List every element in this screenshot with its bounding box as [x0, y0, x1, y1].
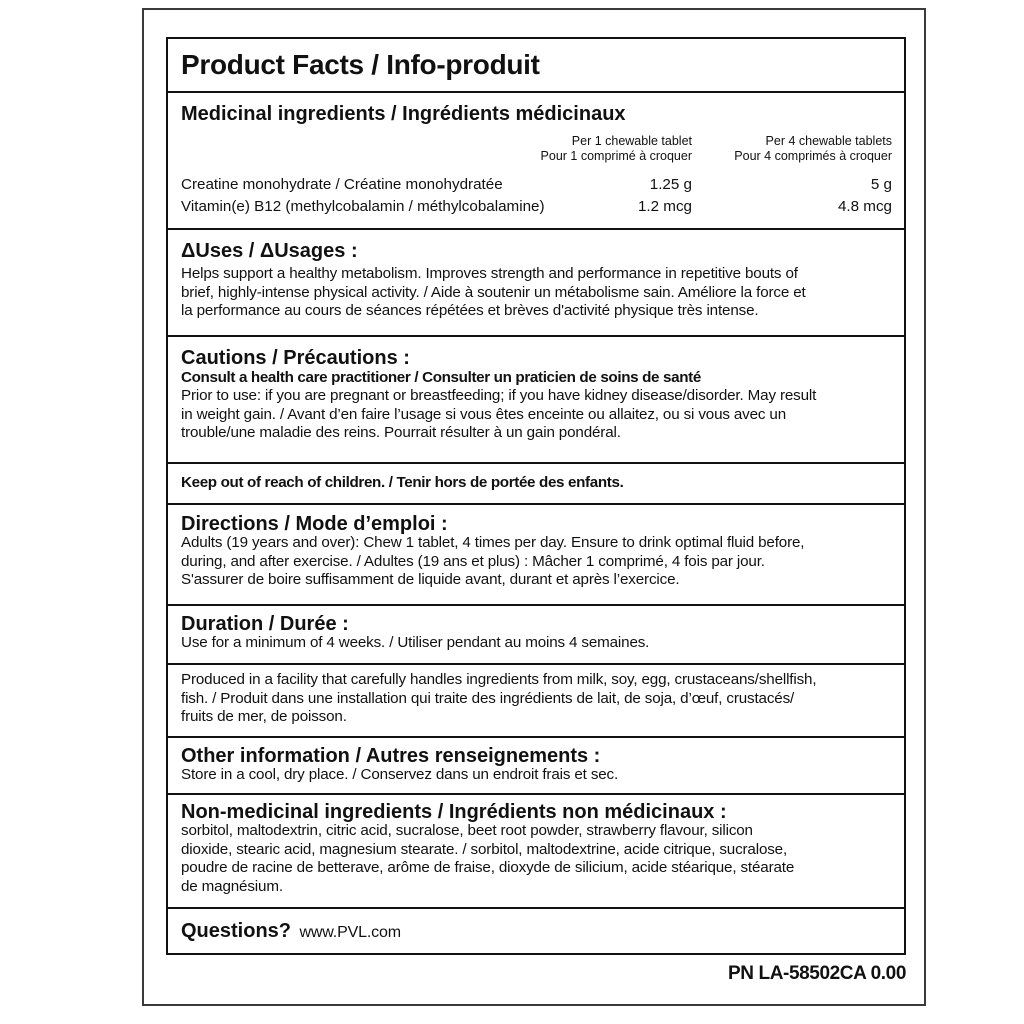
questions-url[interactable]: www.PVL.com [299, 924, 401, 941]
uses-section [168, 228, 904, 335]
directions-heading: Directions / Mode d’emploi : [181, 513, 448, 535]
text-line: Helps support a healthy metabolism. Improves strength and performance in repetitive bouts of [181, 265, 798, 282]
col-per4-fr: Pour 4 comprimés à croquer [734, 149, 892, 163]
duration-heading: Duration / Durée : [181, 613, 349, 635]
text-line: fish. / Produit dans une installation qui traite des ingrédients de lait, de soja, d’œuf, crustacés/ [181, 689, 795, 707]
text-line: dioxide, stearic acid, magnesium stearate. / sorbitol, maltodextrine, acide citrique, sucralose, [181, 840, 788, 858]
non-medicinal-text [181, 822, 794, 896]
ingredient-name: Vitamin(e) B12 (methylcobalamin / méthylcobalamine) [181, 198, 545, 215]
questions-section [168, 907, 904, 955]
allergen-text [181, 671, 816, 727]
text-line: during, and after exercise. / Adultes (19 ans et plus) : Mâcher 1 comprimé, 4 fois par jour. [181, 552, 765, 570]
page-title: Product Facts / Info-produit [181, 49, 540, 80]
text-line: S'assurer de boire suffisamment de liquide avant, durant et après l’exercice. [181, 571, 680, 588]
directions-section [168, 503, 904, 604]
product-facts-panel [166, 37, 906, 955]
allergen-section [168, 663, 904, 736]
text-line: de magnésium. [181, 877, 283, 895]
duration-text: Use for a minimum of 4 weeks. / Utiliser pendant au moins 4 semaines. [181, 634, 650, 651]
uses-text [181, 265, 806, 321]
cautions-text [181, 387, 816, 443]
text-line: trouble/une maladie des reins. Pourrait résulter à un gain pondéral. [181, 424, 621, 441]
uses-heading: ΔUses / ΔUsages : [181, 240, 358, 262]
other-info-heading: Other information / Autres renseignements : [181, 745, 601, 767]
text-line: Produced in a facility that carefully handles ingredients from milk, soy, egg, crustaceans/shellfish, [181, 671, 817, 688]
cautions-subheading: Consult a health care practitioner / Consulter un praticien de soins de santé [181, 369, 701, 386]
non-medicinal-section [168, 793, 904, 907]
non-medicinal-heading: Non-medicinal ingredients / Ingrédients non médicinaux : [181, 801, 727, 823]
ingredient-per4: 4.8 mcg [837, 198, 892, 215]
keep-out-warning: Keep out of reach of children. / Tenir hors de portée des enfants. [181, 474, 624, 491]
questions-label: Questions? [181, 920, 292, 942]
text-line: Prior to use: if you are pregnant or breastfeeding; if you have kidney disease/disorder. May result [181, 387, 817, 404]
questions-line [181, 920, 401, 943]
ingredient-per4: 5 g [870, 176, 892, 193]
keep-out-section [168, 462, 904, 503]
ingredient-per1: 1.25 g [649, 176, 692, 193]
other-info-section [168, 736, 904, 793]
text-line: Adults (19 years and over): Chew 1 tablet, 4 times per day. Ensure to drink optimal fluid before, [181, 534, 805, 551]
col-per1-header [541, 134, 692, 164]
text-line: fruits de mer, de poisson. [181, 708, 347, 725]
medicinal-ingredients-section [168, 91, 904, 228]
part-number: PN LA-58502CA 0.00 [728, 963, 906, 984]
text-line: la performance au cours de séances répétées et brèves d'activité physique très intense. [181, 302, 759, 319]
col-per4-header [734, 134, 892, 164]
ingredient-name: Creatine monohydrate / Créatine monohydratée [181, 176, 503, 193]
text-line: brief, highly-intense physical activity. / Aide à soutenir un métabolisme sain. Améliore la force et [181, 283, 806, 301]
directions-text [181, 534, 804, 590]
col-per4-en: Per 4 chewable tablets [765, 134, 892, 148]
duration-section [168, 604, 904, 663]
text-line: sorbitol, maltodextrin, citric acid, sucralose, beet root powder, strawberry flavour, silicon [181, 822, 753, 839]
cautions-section [168, 335, 904, 462]
text-line: poudre de racine de betterave, arôme de fraise, dioxyde de silicium, acide stéarique, stéarate [181, 859, 795, 876]
ingredient-per1: 1.2 mcg [637, 198, 692, 215]
title-section [168, 39, 904, 93]
medicinal-heading: Medicinal ingredients / Ingrédients médicinaux [181, 103, 626, 125]
col-per1-fr: Pour 1 comprimé à croquer [540, 149, 692, 163]
text-line: in weight gain. / Avant d’en faire l’usage si vous êtes enceinte ou allaitez, ou si vous avec un [181, 405, 787, 423]
cautions-heading: Cautions / Précautions : [181, 347, 410, 369]
other-info-text: Store in a cool, dry place. / Conservez dans un endroit frais et sec. [181, 766, 619, 783]
col-per1-en: Per 1 chewable tablet [571, 134, 692, 148]
